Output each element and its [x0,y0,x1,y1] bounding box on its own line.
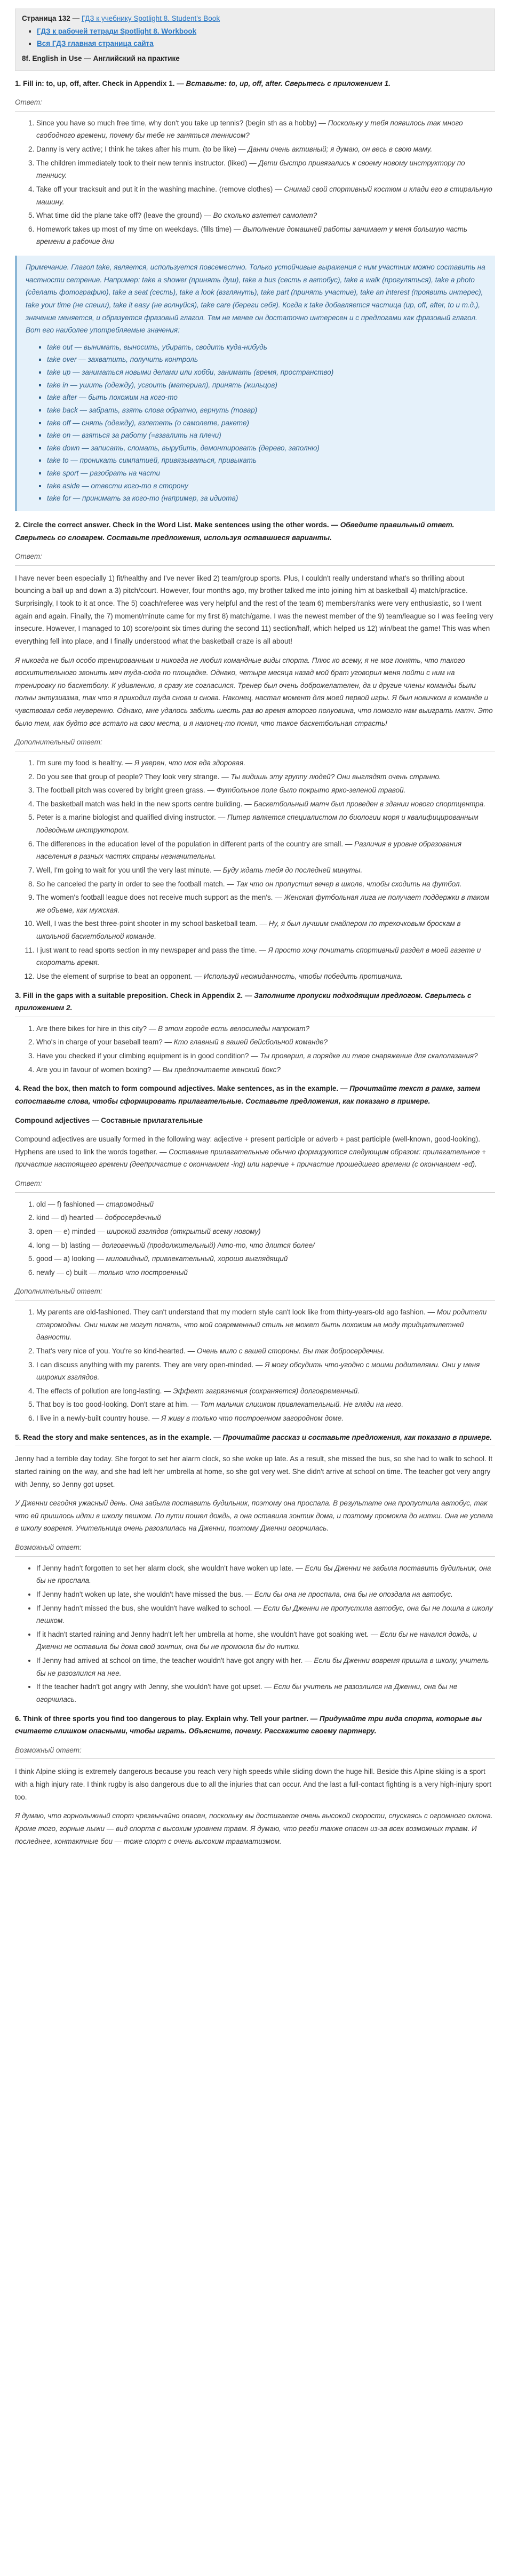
item-ru: — миловидный, привлекательный, хорошо выглядящий [97,1255,288,1263]
item-en: old — f) fashioned [36,1200,95,1208]
list-item [36,757,495,770]
note-item: ▪ take over — захватить, получить контроль [47,353,487,366]
note-item: ▪ take for — принимать за кого-то (например, за идиота) [47,492,487,505]
item-ru: — Ты видишь эту группу людей? Они выглядят очень странно. [221,772,441,781]
task-title-en: 4. Read the box, then match to form compound adjectives. Make sentences, as in the example. [15,1084,339,1093]
item-en: open — e) minded [36,1227,96,1235]
item-ru: — Мои родители старомодны. Они никак не могут понять, что мой современный стиль не может быть похожим на моду тридцатилетней давности. [36,1308,487,1342]
task-3-title [15,989,495,1014]
compound-adjectives-heading [15,1114,495,1127]
item-ru: — Эффект загрязнения (сохраняется) долговременный. [164,1386,360,1395]
extra-answer-label: Дополнительный ответ: [15,738,102,747]
task-title-en: 1. Fill in: to, up, off, after. Check in Appendix 1. [15,79,175,88]
students-book-link[interactable]: ГДЗ к учебнику Spotlight 8. Student's Book [81,14,220,22]
list-item [36,1359,495,1384]
note-item: ▪ take sport — разобрать на части [47,467,487,480]
list-item [36,784,495,797]
divider [15,111,495,112]
item-en: I can discuss anything with my parents. They are very open-minded. [36,1360,254,1369]
item-ru: — Если бы Дженни не пропустила автобус, она бы не пошла в школу пешком. [36,1604,493,1625]
item-ru: — Если бы Дженни не забыла поставить будильник, она бы не проспала. [36,1564,491,1585]
item-ru: — Питер является специалистом по биологии моря и квалифицированным подводным инструктором. [36,813,479,834]
item-ru: — Женская футбольная лига не получает поддержки в таком же объеме, как мужская. [36,893,490,914]
list-item [36,223,495,248]
list-item [36,878,495,891]
item-en: That boy is too good-looking. Don't stare at him. [36,1400,189,1409]
nav-links [37,25,488,50]
item-en: long — b) lasting [36,1241,91,1249]
note-item: ▪ take on — взяться за работу (=взвалить на плечи) [47,429,487,442]
item-ru: — Во сколько взлетел самолет? [204,211,317,220]
note-item: ▪ take back — забрать, взять слова обратно, вернуть (товар) [47,404,487,417]
item-en: What time did the plane take off? (leave the ground) [36,211,202,220]
list-item [36,1306,495,1344]
task-6-title [15,1713,495,1738]
list-item [36,811,495,836]
note-item: ▪ take down — записать, сломать, вырубить, демонтировать (дерево, заполню) [47,442,487,455]
list-item [36,1064,495,1076]
item-en: Well, I was the best three-point shooter in my school basketball team. [36,920,258,928]
item-en: Danny is very active; I think he takes after his mum. (to be like) [36,145,237,153]
list-item [36,891,495,916]
item-en: If Jenny had arrived at school on time, the teacher wouldn't have got angry with her. [36,1656,303,1665]
item-ru: — только что построенный [89,1268,188,1277]
item-ru: — Очень мило с вашей стороны. Вы так добросердечны. [187,1346,385,1355]
item-ru: — Я могу обсудить что-угодно с моими родителями. Они у меня широких взглядов. [36,1360,480,1382]
list-item [36,1654,495,1679]
list-item [36,1198,495,1211]
answer-label: Ответ: [15,98,42,107]
box-text [15,1133,495,1171]
item-ru: — широкий взглядов (открытый всему новому) [97,1227,261,1235]
answer-text-en: I think Alpine skiing is extremely dangerous because you reach very high speeds while sliding down the huge hill. Beside this Alpine skiing is a sport with a high injury rate. I think rugby is also dangerous due to all the injuries that can occur. And the last a full-contact fighting is a very high-injury sport too. [15,1767,491,1801]
task-4-list [36,1198,495,1279]
item-en: I'm sure my food is healthy. [36,758,123,767]
item-en: newly — c) built [36,1268,87,1277]
item-en: Who's in charge of your baseball team? [36,1038,163,1047]
item-ru: — Ты проверил, в порядке ли твое снаряжение для скалолазания? [251,1052,478,1060]
item-en: Well, I'm going to wait for you until the very last minute. [36,866,212,874]
list-item [36,1211,495,1224]
list-item [36,117,495,142]
list-item [36,1253,495,1265]
divider [15,1758,495,1759]
list-item [36,1562,495,1587]
item-ru: — Если бы Дженни вовремя пришла в школу, учитель бы не разозлился на нее. [36,1656,489,1677]
workbook-link[interactable]: ГДЗ к рабочей тетради Spotlight 8. Workbook [37,27,197,35]
item-en: The football pitch was covered by bright green grass. [36,786,205,795]
item-ru: — Данни очень активный; я думаю, он весь в свою маму. [238,145,433,153]
item-en: good — a) looking [36,1255,95,1263]
note-item: ▪ take in — ушить (одежду), усвоить (материал), принять (жильцов) [47,379,487,392]
task-5-list [36,1562,495,1706]
list-item [36,1036,495,1049]
item-en: My parents are old-fashioned. They can't understand that my modern style can't look like from thirty-years-old ago fashion. [36,1308,426,1316]
item-ru: — Выполнение домашней работы занимает у меня большую часть времени в рабочие дни [36,225,467,246]
task-title-ru: — Обведите правильный ответ. Сверьтесь со словарем. Составьте предложения, используя оставшиеся варианты. [15,520,455,542]
divider [15,1192,495,1193]
story-text-ru: У Дженни сегодня ужасный день. Она забыла поставить будильник, поэтому она проспала. В результате она пропустила автобус, так что ей пришлось идти в школу пешком. По пути пошел дождь, а она оставила зонтик дома, и поэтому промокла до нитки. Она не успела в школу вовремя. Учительница очень разозлилась на Дженни, поэтому Дженни огорчилась. [15,1499,493,1533]
story-text-en: Jenny had a terrible day today. She forgot to set her alarm clock, so she woke up late. As a result, she missed the bus, so she had to walk to school. It started raining on the way, and she had left her umbrella at home, so she got very wet. She didn't arrive at school on time. The teacher got very angry with Jenny, so Jenny got upset. [15,1455,492,1488]
item-en: If Jenny hadn't woken up late, she wouldn't have missed the bus. [36,1590,243,1598]
list-item [36,917,495,942]
breadcrumb-label: Страница 132 — [22,14,80,22]
item-ru: — Я уверен, что моя еда здоровая. [125,758,245,767]
list-item [36,1385,495,1398]
nav-link-item [37,37,488,50]
list-item [36,183,495,208]
item-en: I just want to read sports section in my newspaper and pass the time. [36,946,257,954]
item-en: If the teacher hadn't got angry with Jenny, she wouldn't have got upset. [36,1683,262,1691]
list-item [36,1602,495,1627]
item-ru: — добросердечный [95,1214,161,1222]
note-item: ▪ take up — заниматься новыми делами или хобби, занимать (время, пространство) [47,366,487,379]
task-title-en: 6. Think of three sports you find too dangerous to play. Explain why. Tell your partner. [15,1714,308,1723]
nav-link-item [37,25,488,38]
item-ru: — Баскетбольный матч был проведен в здании нового спортцентра. [244,799,485,808]
task-2-extra-list [36,757,495,983]
item-ru: — Так что он пропустил вечер в школе, чтобы сходить на футбол. [227,879,462,888]
main-page-link[interactable]: Вся ГДЗ главная страница сайта [37,39,154,48]
note-item: ▪ take off — снять (одежду), взлететь (о самолете, ракете) [47,417,487,430]
item-en: Use the element of surprise to beat an opponent. [36,972,193,980]
item-en: The differences in the education level of the population in different parts of the country are small. [36,839,344,848]
answer-label: Ответ: [15,552,42,561]
list-item [36,1681,495,1706]
item-en: The women's football league does not receive much support as the men's. [36,893,273,902]
list-item [36,838,495,863]
divider [15,565,495,566]
heading-ru: — Составные прилагательные [92,1116,203,1124]
list-item [36,143,495,156]
item-ru: — Дети быстро привязались к своему новому инструктору по теннису. [36,158,465,180]
item-en: If Jenny hadn't forgotten to set her alarm clock, she wouldn't have woken up late. [36,1564,294,1572]
answer-text-ru: Я думаю, что горнолыжный спорт чрезвычайно опасен, поскольку вы достигаете очень высокой скорости, спускаясь с огромного склона. Кроме того, горные лыжи — вид спорта с высоким уровнем травм. Я думаю, что регби также опасен из-за всех возможных травм. И последнее, контактные бои — тоже спорт с очень высоким травматизмом. [15,1812,493,1845]
answer-text-en: I have never been especially 1) fit/healthy and I've never liked 2) team/group sports. Plus, I couldn't really understand what's so thrilling about bouncing a ball up and down a 3) pitch/court. However, four months ago, my brother talked me into joining him at basketball 4) match/practice. Surprisingly, I took to it at once. The 5) coach/referee was very helpful and the rest of the team 6) members/ranks were very enthusiastic, so I went again and again. Finally, the 7) moment/minute came for my first 8) match/game. I was the newest member of the 9) team/league so I was feeling very insecure. However, I managed to 10) score/point six times during the second 11) section/half, which helped us 12) win/beat the game! This was when everything fell into place, and I finally understood what the basketball craze is all about! [15,574,493,645]
box-text-ru: — Составные прилагательные обычно формируются следующим образом: прилагательное + причастие настоящего времени (деепричастие с окончанием -ing) или наречие + причастие прошедшего времени (с окончанием -ed). [15,1147,487,1169]
answer-label: Ответ: [15,1179,42,1187]
item-en: Take off your tracksuit and put it in the washing machine. (remove clothes) [36,185,273,193]
task-4-extra-list [36,1306,495,1425]
list-item [36,1412,495,1425]
item-ru: — долговечный (продолжительный) /что-то, что длится более/ [92,1241,315,1249]
task-title-en: 5. Read the story and make sentences, as in the example. [15,1433,212,1441]
divider [15,1556,495,1557]
item-ru: — Если бы не начался дождь, и Дженни не оставила бы дома свой зонтик, она бы не промокла бы до нитки. [36,1630,477,1651]
item-en: Peter is a marine biologist and qualified diving instructor. [36,813,216,822]
item-en: kind — d) hearted [36,1214,94,1222]
task-title-ru: — Прочитайте рассказ и составьте предложения, как показано в примере. [213,1433,492,1441]
possible-answer-label: Возможный ответ: [15,1746,82,1754]
list-item [36,157,495,182]
list-item [36,1050,495,1063]
possible-answer-label: Возможный ответ: [15,1543,82,1551]
item-en: I live in a newly-built country house. [36,1414,150,1422]
list-item [36,864,495,877]
list-item [36,1628,495,1653]
item-ru: — Тот мальчик слишком привлекательный. Не гляди на него. [191,1400,404,1409]
item-ru: — Различия в уровне образования населения в разных частях страны незначительны. [36,839,462,861]
task-1-list [36,117,495,248]
note-item: ▪ take to — проникать симпатией, привязываться, привыкать [47,454,487,467]
item-en: Have you checked if your climbing equipment is in good condition? [36,1052,249,1060]
section-tag: 8f. English in Use — Английский на практике [22,54,180,62]
list-item [36,771,495,783]
item-ru: — Я просто хочу почитать спортивный раздел в моей газете и скоротать время. [36,946,481,967]
item-en: That's very nice of you. You're so kind-hearted. [36,1346,186,1355]
heading-en: Compound adjectives [15,1116,90,1124]
list-item [36,1239,495,1252]
task-5-title [15,1431,495,1444]
item-ru: — Если бы учитель не разозлился на Дженни, она бы не огорчилась. [36,1683,458,1703]
note-item: ▪ take out — вынимать, выносить, убирать, сводить куда-нибудь [47,341,487,354]
task-1-title [15,77,495,90]
list-item [36,1588,495,1601]
list-item [36,1266,495,1279]
note-list [47,341,487,505]
task-2-title [15,519,495,544]
item-ru: — В этом городе есть велосипеды напрокат? [148,1024,310,1033]
item-en: The children immediately took to their new tennis instructor. (liked) [36,158,248,167]
list-item [36,1345,495,1358]
breadcrumb [22,12,488,25]
task-3-list [36,1023,495,1076]
note-item: ▪ take aside — отвести кого-то в сторону [47,480,487,493]
item-ru: — Буду ждать тебя до последней минуты. [213,866,363,874]
item-ru: — Снимай свой спортивный костюм и клади его в стиральную машину. [36,185,492,206]
item-en: The basketball match was held in the new sports centre building. [36,799,243,808]
item-ru: — Ну, я был лучшим снайпером по трехочковым броскам в школьной баскетбольной команде. [36,920,461,940]
list-item [36,944,495,969]
extra-answer-label: Дополнительный ответ: [15,1287,102,1296]
list-item [36,970,495,983]
list-item [36,1225,495,1238]
item-ru: — Используй неожиданность, чтобы победить противника. [194,972,403,980]
note-intro: Примечание. Глагол take, является, используется повсеместно. Только устойчивые выражения с ним участник можно составить на частности сетрение. Например: take a shower (принять душ), take a bus (сесть в автобус), take a walk (прогуляться), take a photo (сделать фотографию), take a seat (сесть), take a look (взглянуть), take part (принять участие), take an interest (проявить интерес), take your time (не спеши), take it easy (не волнуйся), take care (береги себя). Когда к take добавляется частица (up, off, after, to и т.д.), значение меняется, и образуется фразовый глагол. Тем не менее он достаточно интересен и с предлогами как фразовый глагол. Вот его наиболее употребляемые значения: [26,263,485,335]
list-item [36,1023,495,1035]
task-title-ru: — Вставьте: to, up, off, after. Сверьтесь с приложением 1. [177,79,391,88]
answer-text-ru: Я никогда не был особо тренированным и никогда не любил командные виды спорта. Плюс ко всему, я не мог понять, что такого восхитительного звонить мяч туда-сюда по площадке. Однако, четыре месяца назад мой брат уговорил меня пойти с ним на тренировку по баскетболу. К удивлению, я сразу же согласился. Тренер был очень доброжелателен, да и другие члены команды были полны энтузиазма, так что я приходил туда снова и снова. Наконец, настал момент для моей первой игры. Я был новичком в команде и чувствовал себя неуверенно. Однако, мне удалось забить шесть раз во время второго полуовина, что помогло нам выиграть матч. Это было тем, как будто все встало на свои места, и я наконец-то понял, что такое баскетбольная страсть! [15,656,493,727]
box-text-en: Compound adjectives are usually formed in the following way: adjective + present participle or adverb + past participle (well-known, good-looking). Hyphens are used to link the words together. [15,1135,480,1156]
divider [15,1300,495,1301]
task-title-ru: — Заполните пропуски подходящим предлогом. Сверьтесь с приложением 2. [15,991,472,1012]
note-box [15,256,495,511]
list-item [36,1398,495,1411]
item-ru: — Поскольку у тебя появилось так много свободного времени, почему бы тебе не заняться теннисом? [36,118,463,140]
item-ru: — Я живу в только что построенном загородном доме. [152,1414,344,1422]
item-en: Are you in favour of women boxing? [36,1065,152,1074]
task-title-en: 3. Fill in the gaps with a suitable preposition. Check in Appendix 2. [15,991,243,1000]
task-title-ru: — Прочитайте текст в рамке, затем сопоставьте слова, чтобы сформировать прилагательные. Составьте предложения, как показано в примере. [15,1084,481,1105]
item-en: The effects of pollution are long-lasting. [36,1386,162,1395]
item-en: Homework takes up most of my time on weekdays. (fills time) [36,225,232,233]
item-en: If it hadn't started raining and Jenny hadn't left her umbrella at home, she wouldn't have got soaking wet. [36,1630,369,1638]
task-title-ru: — Придумайте три вида спорта, которые вы считаете слишком опасными, чтобы играть. Объясните, почему. Расскажите своему партнеру. [15,1714,482,1735]
list-item [36,798,495,811]
list-item [36,209,495,222]
item-ru: — старомодный [97,1200,154,1208]
item-en: So he canceled the party in order to see the football match. [36,879,225,888]
note-item: ▪ take after — быть похожим на кого-то [47,391,487,404]
task-title-en: 2. Circle the correct answer. Check in the Word List. Make sentences using the other words. [15,520,329,529]
item-en: Do you see that group of people? They look very strange. [36,772,220,781]
item-ru: — Футбольное поле было покрыто ярко-зеленой травой. [207,786,406,795]
task-4-title [15,1082,495,1107]
item-ru: — Вы предпочитаете женский бокс? [153,1065,281,1074]
item-en: Since you have so much free time, why don't you take up tennis? (begin sth as a hobby) [36,118,317,127]
item-en: Are there bikes for hire in this city? [36,1024,147,1033]
item-ru: — Если бы она не проспала, она бы не опоздала на автобус. [245,1590,453,1598]
item-ru: — Кто главный в вашей бейсбольной команде? [164,1038,328,1047]
item-en: If Jenny hadn't missed the bus, she wouldn't have walked to school. [36,1604,252,1612]
nav-box [15,9,495,71]
